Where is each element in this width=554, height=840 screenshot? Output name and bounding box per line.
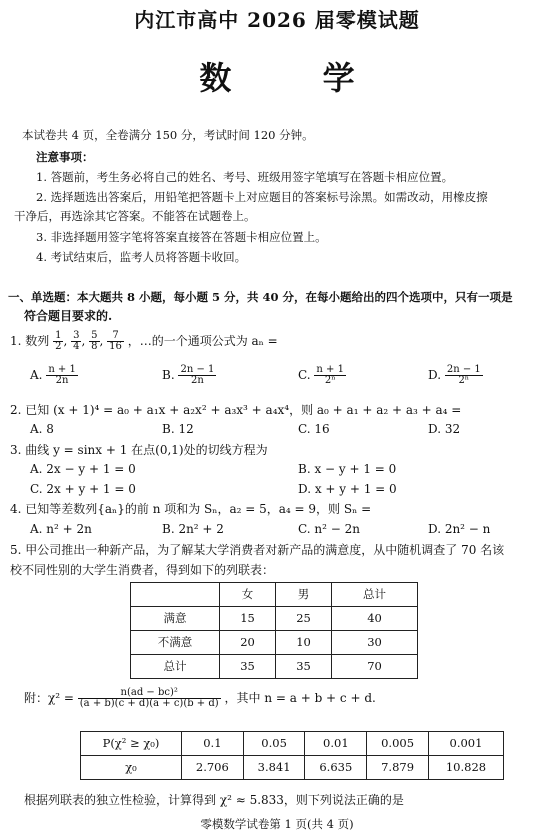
table-cell: 10 <box>276 631 332 655</box>
q1-option-a: A. $\frac{n + 1}{2n}$ <box>30 364 76 386</box>
contingency-table <box>130 582 418 679</box>
exam-intro: 本试卷共 4 页，全卷满分 150 分，考试时间 120 分钟。 <box>22 128 314 142</box>
q1-option-b: B. $\frac{2n - 1}{2n}$ <box>162 364 215 386</box>
q4-option-c: C. n² − 2n <box>298 522 360 536</box>
notice-item-2: 2. 选择题选出答案后，用铅笔把答题卡上对应题目的答案标号涂黑。如需改动，用橡皮擦 <box>36 190 488 204</box>
table-cell: 20 <box>220 631 276 655</box>
table-row <box>81 756 504 780</box>
table-cell: 15 <box>220 607 276 631</box>
q1-term-4: $\frac{7}{16}$ <box>109 330 122 352</box>
q3-option-b: B. x − y + 1 = 0 <box>298 462 397 476</box>
table-cell: 满意 <box>131 607 220 631</box>
table-cell: 不满意 <box>131 631 220 655</box>
question-4-stem: 4. 已知等差数列{aₙ}的前 n 项和为 Sₙ，a₂ = 5，a₄ = 9，则 Sₙ = <box>10 502 372 516</box>
chi-square-formula <box>24 688 544 709</box>
table-cell <box>131 583 220 607</box>
q3-option-c: C. 2x + y + 1 = 0 <box>30 482 136 496</box>
critical-value-table <box>80 731 504 780</box>
table-cell: 40 <box>332 607 418 631</box>
table-cell: 7.879 <box>367 756 429 780</box>
table-cell: 0.05 <box>243 732 305 756</box>
q1-prefix: 1. 数列 <box>10 334 50 348</box>
q1-option-b-frac: $\frac{2n - 1}{2n}$ <box>180 364 215 386</box>
q1-option-d: D. $\frac{2n - 1}{\text{2ⁿ}}$ <box>428 364 481 386</box>
q2-option-c: C. 16 <box>298 422 330 436</box>
table-cell: 10.828 <box>428 756 503 780</box>
q3-option-a: A. 2x − y + 1 = 0 <box>30 462 136 476</box>
question-5-conclusion: 根据列联表的独立性检验，计算得到 χ² ≈ 5.833，则下列说法正确的是 <box>24 793 404 807</box>
question-5-stem-line1: 5. 甲公司推出一种新产品，为了解某大学消费者对新产品的满意度，从中随机调查了 70 名该 <box>10 543 505 557</box>
q1-term-1: $\frac{1}{2}$ <box>55 330 62 352</box>
section-heading-line2: 符合题目要求的. <box>24 309 113 323</box>
q2-option-a: A. 8 <box>30 422 54 436</box>
table-cell: 女 <box>220 583 276 607</box>
formula-fraction: $\frac{\text{n(ad − bc)²}}{(a + b)(c + d)(a + c)(b + d)}$ <box>79 687 219 709</box>
q4-option-d: D. 2n² − n <box>428 522 491 536</box>
q3-option-d: D. x + y + 1 = 0 <box>298 482 397 496</box>
question-2-stem: 2. 已知 (x + 1)⁴ = a₀ + a₁x + a₂x² + a₃x³ + a₄x⁴，则 a₀ + a₁ + a₂ + a₃ + a₄ = <box>10 403 462 417</box>
table-row <box>131 607 418 631</box>
question-1-stem: 1. 数列 $\frac{1}{2}$ , $\frac{3}{4}$ , $\frac{5}{8}$ , $\frac{7}{16}$ ，…的一个通项公式为 aₙ = <box>10 330 278 352</box>
q4-option-a: A. n² + 2n <box>30 522 92 536</box>
table-cell: 总计 <box>332 583 418 607</box>
q1-suffix: ，…的一个通项公式为 aₙ = <box>127 334 278 348</box>
section-heading-line1: 一、单选题：本大题共 8 小题，每小题 5 分，共 40 分，在每小题给出的四个选项中，只有一项是 <box>8 290 513 304</box>
formula-tail: ，其中 n = a + b + c + d. <box>224 691 376 705</box>
table-cell: 男 <box>276 583 332 607</box>
q1-option-c-frac: $\frac{n + 1}{\text{2ⁿ}}$ <box>316 364 344 386</box>
table-cell: 35 <box>276 655 332 679</box>
notice-heading: 注意事项： <box>36 150 94 164</box>
table-cell: 0.001 <box>428 732 503 756</box>
table-cell: 25 <box>276 607 332 631</box>
q1-option-d-frac: $\frac{2n - 1}{\text{2ⁿ}}$ <box>446 364 481 386</box>
subject-title: 数 学 <box>199 59 395 97</box>
table-row <box>131 583 418 607</box>
notice-item-1: 1. 答题前，考生务必将自己的姓名、考号、班级用签字笔填写在答题卡相应位置。 <box>36 170 454 184</box>
q1-option-c: C. $\frac{n + 1}{\text{2ⁿ}}$ <box>298 364 344 386</box>
table-cell: 70 <box>332 655 418 679</box>
q1-term-3: $\frac{5}{8}$ <box>91 330 98 352</box>
table-cell: χ₀ <box>81 756 182 780</box>
q2-option-b: B. 12 <box>162 422 194 436</box>
table-cell: P(χ² ≥ χ₀) <box>81 732 182 756</box>
q1-option-a-frac: $\frac{n + 1}{2n}$ <box>48 364 76 386</box>
table-row <box>131 631 418 655</box>
table-cell: 3.841 <box>243 756 305 780</box>
table-cell: 总计 <box>131 655 220 679</box>
q4-option-b: B. 2n² + 2 <box>162 522 224 536</box>
question-3-stem: 3. 曲线 y = sinx + 1 在点(0,1)处的切线方程为 <box>10 443 268 457</box>
page-footer: 零模数学试卷第 1 页(共 4 页) <box>200 817 354 831</box>
table-row <box>81 732 504 756</box>
formula-lead: 附：χ² = <box>24 691 74 705</box>
table-cell: 35 <box>220 655 276 679</box>
q1-term-2: $\frac{3}{4}$ <box>73 330 80 352</box>
table-cell: 30 <box>332 631 418 655</box>
table-row <box>131 655 418 679</box>
exam-title: 内江市高中 2026 届零模试题 <box>134 8 420 32</box>
notice-item-3: 3. 非选择题用签字笔将答案直接答在答题卡相应位置上。 <box>36 230 327 244</box>
q2-option-d: D. 32 <box>428 422 461 436</box>
table-cell: 0.01 <box>305 732 367 756</box>
table-cell: 6.635 <box>305 756 367 780</box>
question-5-stem-line2: 校不同性别的大学生消费者，得到如下的列联表： <box>10 563 275 577</box>
notice-item-2-cont: 干净后，再选涂其它答案。不能答在试题卷上。 <box>14 209 256 223</box>
table-cell: 2.706 <box>182 756 244 780</box>
table-cell: 0.005 <box>367 732 429 756</box>
notice-item-4: 4. 考试结束后，监考人员将答题卡收回。 <box>36 250 247 264</box>
table-cell: 0.1 <box>182 732 244 756</box>
